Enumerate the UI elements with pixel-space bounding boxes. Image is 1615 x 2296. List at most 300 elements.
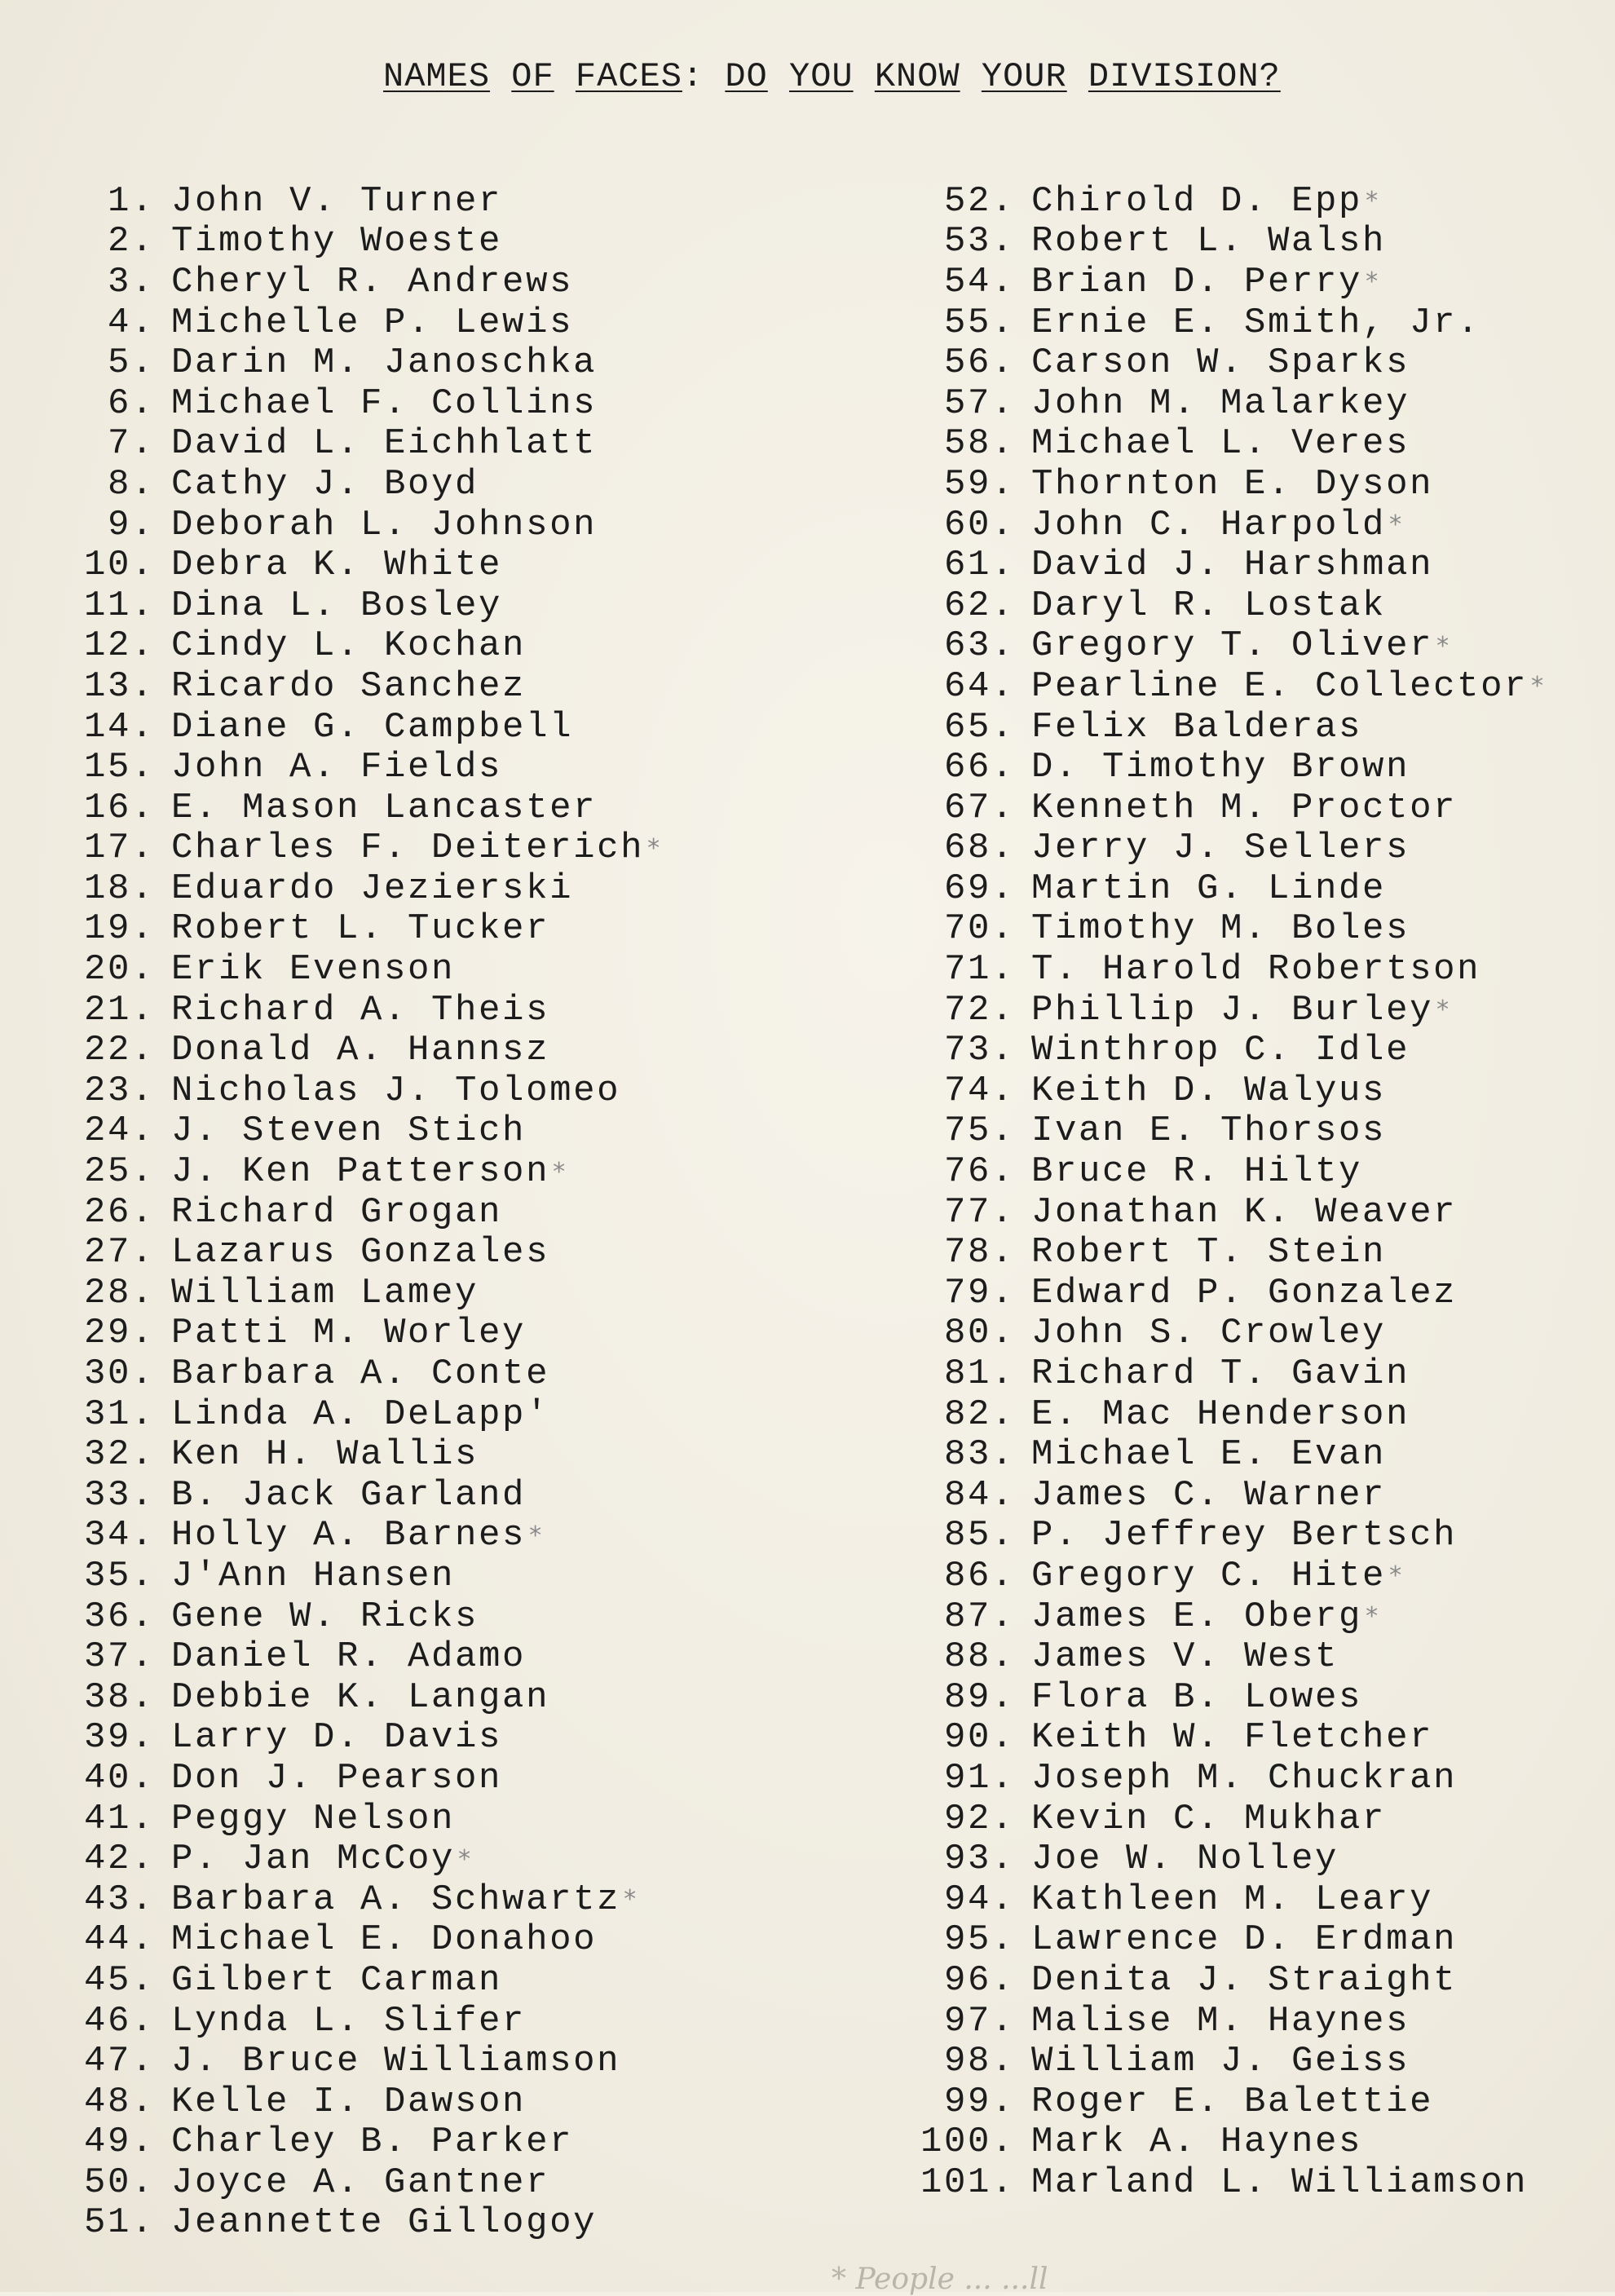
person-name: James C. Warner xyxy=(1031,1474,1387,1516)
item-number: 27. xyxy=(83,1232,155,1274)
item-number: 23. xyxy=(83,1070,155,1111)
list-item xyxy=(885,1920,1602,1961)
list-item xyxy=(49,1475,685,1516)
list-item xyxy=(49,585,685,626)
item-number: 29. xyxy=(83,1313,155,1354)
person-name: Cindy L. Kochan xyxy=(171,625,527,667)
asterisk-mark-icon: * xyxy=(624,1885,638,1914)
person-name: Mark A. Haynes xyxy=(1031,2122,1363,2163)
person-name: Erik Evenson xyxy=(171,949,456,991)
list-item xyxy=(885,302,1602,343)
person-name: J. Bruce Williamson xyxy=(171,2041,621,2082)
person-name: E. Mac Henderson xyxy=(1031,1393,1410,1435)
person-name: Brian D. Perry xyxy=(1031,261,1363,302)
list-item xyxy=(49,1758,685,1799)
item-number: 21. xyxy=(83,989,155,1031)
item-number: 34. xyxy=(83,1515,155,1556)
person-name: Charles F. Deiterich xyxy=(171,828,645,869)
person-name: P. Jan McCoy xyxy=(171,1839,456,1880)
item-number: 37. xyxy=(83,1636,155,1678)
title-word: YOU xyxy=(788,57,854,96)
person-name: Ivan E. Thorsos xyxy=(1031,1110,1387,1152)
person-name: Joyce A. Gantner xyxy=(171,2161,550,2203)
list-item xyxy=(885,262,1602,302)
list-item xyxy=(49,1839,685,1879)
item-number: 9. xyxy=(107,504,155,545)
item-number: 53. xyxy=(943,221,1015,263)
person-name: Robert L. Walsh xyxy=(1031,221,1387,263)
list-item xyxy=(885,626,1602,667)
list-item xyxy=(49,1920,685,1961)
list-item xyxy=(885,181,1602,222)
list-item xyxy=(885,1030,1602,1071)
list-item xyxy=(49,1030,685,1071)
person-name: Richard T. Gavin xyxy=(1031,1353,1410,1395)
person-name: Gene W. Ricks xyxy=(171,1596,479,1637)
list-item xyxy=(49,2203,685,2244)
list-item xyxy=(49,2122,685,2163)
person-name: Flora B. Lowes xyxy=(1031,1676,1363,1718)
item-number: 17. xyxy=(83,828,155,869)
item-number: 87. xyxy=(943,1596,1015,1637)
person-name: D. Timothy Brown xyxy=(1031,747,1410,788)
item-number: 58. xyxy=(943,423,1015,465)
item-number: 82. xyxy=(943,1393,1015,1435)
item-number: 43. xyxy=(83,1879,155,1920)
person-name: Gregory C. Hite xyxy=(1031,1555,1387,1596)
list-item xyxy=(885,424,1602,465)
list-item xyxy=(49,1596,685,1637)
person-name: James E. Oberg xyxy=(1031,1596,1363,1637)
person-name: Denita J. Straight xyxy=(1031,1959,1458,2001)
item-number: 6. xyxy=(107,382,155,424)
person-name: P. Jeffrey Bertsch xyxy=(1031,1515,1458,1556)
list-item xyxy=(885,545,1602,585)
list-item xyxy=(49,1151,685,1192)
list-item xyxy=(49,1434,685,1475)
person-name: Edward P. Gonzalez xyxy=(1031,1272,1458,1314)
list-item xyxy=(885,2162,1602,2203)
list-item xyxy=(885,505,1602,545)
person-name: Richard Grogan xyxy=(171,1191,503,1233)
person-name: Richard A. Theis xyxy=(171,989,550,1031)
list-item xyxy=(49,2001,685,2042)
person-name: Roger E. Balettie xyxy=(1031,2081,1434,2122)
item-number: 90. xyxy=(943,1717,1015,1759)
title-word: KNOW xyxy=(874,57,960,96)
person-name: John M. Malarkey xyxy=(1031,382,1410,424)
list-item xyxy=(49,1556,685,1596)
item-number: 47. xyxy=(83,2041,155,2082)
item-number: 55. xyxy=(943,302,1015,343)
list-item xyxy=(49,464,685,505)
list-item xyxy=(49,383,685,424)
names-column-left xyxy=(49,181,685,2243)
item-number: 71. xyxy=(943,949,1015,991)
list-item xyxy=(49,1879,685,1920)
item-number: 16. xyxy=(83,787,155,828)
list-item xyxy=(49,424,685,465)
list-item xyxy=(49,1799,685,1839)
title-word: NAMES xyxy=(383,57,491,96)
list-item xyxy=(49,868,685,909)
person-name: Linda A. DeLapp' xyxy=(171,1393,550,1435)
person-name: John C. Harpold xyxy=(1031,504,1387,545)
list-item xyxy=(49,626,685,667)
list-item xyxy=(885,1273,1602,1314)
item-number: 75. xyxy=(943,1110,1015,1152)
asterisk-mark-icon: * xyxy=(647,833,662,863)
item-number: 62. xyxy=(943,585,1015,626)
list-item xyxy=(885,1192,1602,1233)
title-word: DIVISION? xyxy=(1088,57,1281,96)
item-number: 52. xyxy=(943,180,1015,222)
person-name: Bruce R. Hilty xyxy=(1031,1151,1363,1193)
list-item xyxy=(885,788,1602,828)
asterisk-mark-icon: * xyxy=(1366,1602,1380,1631)
person-name: Marland L. Williamson xyxy=(1031,2161,1529,2203)
person-name: William Lamey xyxy=(171,1272,479,1314)
list-item xyxy=(885,909,1602,950)
person-name: Robert T. Stein xyxy=(1031,1232,1387,1274)
item-number: 98. xyxy=(943,2041,1015,2082)
person-name: Charley B. Parker xyxy=(171,2122,574,2163)
person-name: Pearline E. Collector xyxy=(1031,665,1529,707)
list-item xyxy=(885,1758,1602,1799)
item-number: 101. xyxy=(920,2161,1015,2203)
person-name: John S. Crowley xyxy=(1031,1313,1387,1354)
item-number: 95. xyxy=(943,1919,1015,1961)
person-name: J'Ann Hansen xyxy=(171,1555,456,1596)
list-item xyxy=(49,1353,685,1394)
item-number: 11. xyxy=(83,585,155,626)
asterisk-mark-icon: * xyxy=(1436,996,1451,1025)
item-number: 57. xyxy=(943,382,1015,424)
list-item xyxy=(49,1636,685,1677)
list-item xyxy=(49,1071,685,1111)
list-item xyxy=(885,222,1602,263)
person-name: Larry D. Davis xyxy=(171,1717,503,1759)
person-name: David L. Eichhlatt xyxy=(171,423,598,465)
list-item xyxy=(49,1192,685,1233)
list-item xyxy=(885,1677,1602,1718)
person-name: Michelle P. Lewis xyxy=(171,302,574,343)
person-name: Ken H. Wallis xyxy=(171,1434,479,1476)
person-name: Carson W. Sparks xyxy=(1031,342,1410,384)
item-number: 78. xyxy=(943,1232,1015,1274)
person-name: Felix Balderas xyxy=(1031,706,1363,748)
person-name: Chirold D. Epp xyxy=(1031,180,1363,222)
item-number: 48. xyxy=(83,2081,155,2122)
list-item xyxy=(885,2041,1602,2082)
list-item xyxy=(885,1960,1602,2001)
item-number: 3. xyxy=(107,261,155,302)
list-item xyxy=(49,1960,685,2001)
list-item xyxy=(49,2082,685,2122)
item-number: 42. xyxy=(83,1839,155,1880)
item-number: 100. xyxy=(920,2122,1015,2163)
person-name: Cathy J. Boyd xyxy=(171,463,479,505)
list-item xyxy=(49,788,685,828)
item-number: 25. xyxy=(83,1151,155,1193)
item-number: 10. xyxy=(83,545,155,586)
item-number: 61. xyxy=(943,545,1015,586)
item-number: 91. xyxy=(943,1757,1015,1799)
item-number: 41. xyxy=(83,1798,155,1839)
person-name: Michael E. Donahoo xyxy=(171,1919,598,1961)
list-item xyxy=(49,262,685,302)
person-name: Nicholas J. Tolomeo xyxy=(171,1070,621,1111)
person-name: Kathleen M. Leary xyxy=(1031,1879,1434,1920)
item-number: 54. xyxy=(943,261,1015,302)
list-item xyxy=(885,1232,1602,1273)
item-number: 19. xyxy=(83,908,155,950)
person-name: Malise M. Haynes xyxy=(1031,2000,1410,2042)
list-item xyxy=(49,747,685,788)
item-number: 46. xyxy=(83,2000,155,2042)
item-number: 66. xyxy=(943,747,1015,788)
item-number: 38. xyxy=(83,1676,155,1718)
item-number: 76. xyxy=(943,1151,1015,1193)
item-number: 45. xyxy=(83,1959,155,2001)
item-number: 83. xyxy=(943,1434,1015,1476)
person-name: Don J. Pearson xyxy=(171,1757,503,1799)
list-item xyxy=(49,2162,685,2203)
person-name: Keith D. Walyus xyxy=(1031,1070,1387,1111)
item-number: 35. xyxy=(83,1555,155,1596)
list-item xyxy=(885,1516,1602,1556)
item-number: 69. xyxy=(943,868,1015,909)
item-number: 12. xyxy=(83,625,155,667)
person-name: Peggy Nelson xyxy=(171,1798,456,1839)
item-number: 33. xyxy=(83,1474,155,1516)
item-number: 26. xyxy=(83,1191,155,1233)
person-name: Joseph M. Chuckran xyxy=(1031,1757,1458,1799)
person-name: E. Mason Lancaster xyxy=(171,787,598,828)
asterisk-mark-icon: * xyxy=(1531,672,1546,701)
person-name: Keith W. Fletcher xyxy=(1031,1717,1434,1759)
person-name: David J. Harshman xyxy=(1031,545,1434,586)
item-number: 39. xyxy=(83,1717,155,1759)
list-item xyxy=(885,1799,1602,1839)
title-word: OF xyxy=(511,57,554,96)
item-number: 13. xyxy=(83,665,155,707)
item-number: 89. xyxy=(943,1676,1015,1718)
person-name: Kevin C. Mukhar xyxy=(1031,1798,1387,1839)
asterisk-mark-icon: * xyxy=(529,1521,544,1550)
person-name: Holly A. Barnes xyxy=(171,1515,527,1556)
list-item xyxy=(885,2082,1602,2122)
person-name: Patti M. Worley xyxy=(171,1313,527,1354)
person-name: Daniel R. Adamo xyxy=(171,1636,527,1678)
item-number: 74. xyxy=(943,1070,1015,1111)
list-item xyxy=(885,1071,1602,1111)
asterisk-mark-icon: * xyxy=(1366,267,1380,297)
list-item xyxy=(49,505,685,545)
person-name: Darin M. Janoschka xyxy=(171,342,598,384)
item-number: 68. xyxy=(943,828,1015,869)
item-number: 31. xyxy=(83,1393,155,1435)
item-number: 93. xyxy=(943,1839,1015,1880)
list-item xyxy=(885,990,1602,1031)
list-item xyxy=(49,1718,685,1759)
list-item xyxy=(49,1394,685,1435)
item-number: 85. xyxy=(943,1515,1015,1556)
person-name: Timothy M. Boles xyxy=(1031,908,1410,950)
item-number: 24. xyxy=(83,1110,155,1152)
list-item xyxy=(885,1718,1602,1759)
item-number: 79. xyxy=(943,1272,1015,1314)
person-name: Michael L. Veres xyxy=(1031,423,1410,465)
page-title: NAMES OF FACES: DO YOU KNOW YOUR DIVISION? xyxy=(383,57,1281,96)
list-item xyxy=(49,707,685,748)
list-item xyxy=(885,666,1602,707)
item-number: 99. xyxy=(943,2081,1015,2122)
list-item xyxy=(885,1596,1602,1637)
list-item xyxy=(885,383,1602,424)
item-number: 40. xyxy=(83,1757,155,1799)
person-name: Kelle I. Dawson xyxy=(171,2081,527,2122)
person-name: Thornton E. Dyson xyxy=(1031,463,1434,505)
item-number: 44. xyxy=(83,1919,155,1961)
list-item xyxy=(885,1314,1602,1354)
title-word: FACES xyxy=(575,57,682,96)
person-name: Ernie E. Smith, Jr. xyxy=(1031,302,1481,343)
item-number: 70. xyxy=(943,908,1015,950)
list-item xyxy=(49,1232,685,1273)
item-number: 22. xyxy=(83,1030,155,1071)
item-number: 15. xyxy=(83,747,155,788)
list-item xyxy=(49,342,685,383)
item-number: 20. xyxy=(83,949,155,991)
person-name: Jerry J. Sellers xyxy=(1031,828,1410,869)
person-name: Robert L. Tucker xyxy=(171,908,550,950)
item-number: 32. xyxy=(83,1434,155,1476)
item-number: 59. xyxy=(943,463,1015,505)
person-name: T. Harold Robertson xyxy=(1031,949,1481,991)
item-number: 18. xyxy=(83,868,155,909)
person-name: Winthrop C. Idle xyxy=(1031,1030,1410,1071)
list-item xyxy=(885,1394,1602,1435)
list-item xyxy=(885,464,1602,505)
item-number: 88. xyxy=(943,1636,1015,1678)
item-number: 30. xyxy=(83,1353,155,1395)
person-name: Lawrence D. Erdman xyxy=(1031,1919,1458,1961)
person-name: Debbie K. Langan xyxy=(171,1676,550,1718)
person-name: Phillip J. Burley xyxy=(1031,989,1434,1031)
list-item xyxy=(49,909,685,950)
item-number: 97. xyxy=(943,2000,1015,2042)
item-number: 63. xyxy=(943,625,1015,667)
item-number: 73. xyxy=(943,1030,1015,1071)
person-name: Diane G. Campbell xyxy=(171,706,574,748)
person-name: Lynda L. Slifer xyxy=(171,2000,527,2042)
person-name: J. Steven Stich xyxy=(171,1110,527,1152)
list-item xyxy=(885,1636,1602,1677)
list-item xyxy=(49,828,685,869)
list-item xyxy=(885,747,1602,788)
person-name: Michael F. Collins xyxy=(171,382,598,424)
item-number: 5. xyxy=(107,342,155,384)
item-number: 81. xyxy=(943,1353,1015,1395)
person-name: Dina L. Bosley xyxy=(171,585,503,626)
names-column-right xyxy=(885,181,1602,2203)
person-name: B. Jack Garland xyxy=(171,1474,527,1516)
asterisk-mark-icon: * xyxy=(458,1844,473,1874)
item-number: 77. xyxy=(943,1191,1015,1233)
person-name: James V. West xyxy=(1031,1636,1339,1678)
item-number: 96. xyxy=(943,1959,1015,2001)
list-item xyxy=(49,222,685,263)
item-number: 2. xyxy=(107,221,155,263)
list-item xyxy=(49,990,685,1031)
list-item xyxy=(49,545,685,585)
item-number: 94. xyxy=(943,1879,1015,1920)
person-name: William J. Geiss xyxy=(1031,2041,1410,2082)
list-item xyxy=(885,1556,1602,1596)
item-number: 64. xyxy=(943,665,1015,707)
item-number: 60. xyxy=(943,504,1015,545)
item-number: 86. xyxy=(943,1555,1015,1596)
list-item xyxy=(885,1839,1602,1879)
list-item xyxy=(885,2122,1602,2163)
title-word: DO xyxy=(725,57,768,96)
item-number: 65. xyxy=(943,706,1015,748)
list-item xyxy=(49,302,685,343)
list-item xyxy=(885,2001,1602,2042)
list-item xyxy=(885,1879,1602,1920)
handwritten-footer-note: * People ... ...ll xyxy=(832,2263,1048,2296)
item-number: 36. xyxy=(83,1596,155,1637)
item-number: 72. xyxy=(943,989,1015,1031)
list-item xyxy=(49,949,685,990)
list-item xyxy=(49,1111,685,1152)
person-name: Daryl R. Lostak xyxy=(1031,585,1387,626)
person-name: Eduardo Jezierski xyxy=(171,868,574,909)
item-number: 80. xyxy=(943,1313,1015,1354)
person-name: John V. Turner xyxy=(171,180,503,222)
list-item xyxy=(885,868,1602,909)
person-name: Lazarus Gonzales xyxy=(171,1232,550,1274)
item-number: 51. xyxy=(83,2202,155,2244)
item-number: 50. xyxy=(83,2161,155,2203)
asterisk-mark-icon: * xyxy=(1436,631,1451,660)
person-name: Deborah L. Johnson xyxy=(171,504,598,545)
list-item xyxy=(885,949,1602,990)
person-name: Gilbert Carman xyxy=(171,1959,503,2001)
title-word: YOUR xyxy=(981,57,1067,96)
item-number: 49. xyxy=(83,2122,155,2163)
item-number: 67. xyxy=(943,787,1015,828)
person-name: Kenneth M. Proctor xyxy=(1031,787,1458,828)
list-item xyxy=(49,1516,685,1556)
list-item xyxy=(885,1151,1602,1192)
item-number: 1. xyxy=(107,180,155,222)
person-name: J. Ken Patterson xyxy=(171,1151,550,1193)
item-number: 84. xyxy=(943,1474,1015,1516)
list-item xyxy=(885,1111,1602,1152)
item-number: 4. xyxy=(107,302,155,343)
item-number: 28. xyxy=(83,1272,155,1314)
list-item xyxy=(885,707,1602,748)
item-number: 7. xyxy=(107,423,155,465)
person-name: Michael E. Evan xyxy=(1031,1434,1387,1476)
asterisk-mark-icon: * xyxy=(1389,510,1404,540)
asterisk-mark-icon: * xyxy=(1366,187,1380,216)
list-item xyxy=(49,666,685,707)
item-number: 92. xyxy=(943,1798,1015,1839)
list-item xyxy=(885,1434,1602,1475)
